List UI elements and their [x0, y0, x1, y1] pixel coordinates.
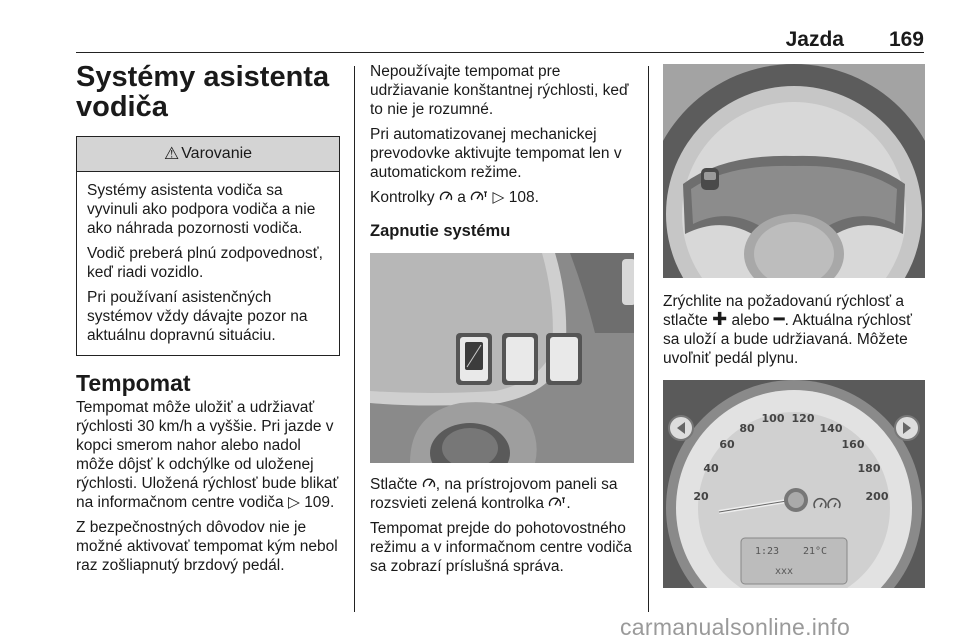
body-paragraph: Pri automatizovanej mechanickej prevodovke aktivujte tempomat len v automatickom režime.	[370, 126, 622, 181]
gauge-label: 140	[819, 422, 843, 435]
warning-header	[77, 137, 339, 172]
column-divider-2	[648, 66, 649, 612]
page-ref-icon: ▷	[287, 493, 300, 511]
gauge-label: 200	[865, 490, 889, 503]
header-rule	[76, 52, 924, 53]
warning-title: Varovanie	[181, 145, 253, 162]
page-ref-icon: ▷	[492, 188, 505, 206]
speedometer-illustration	[663, 380, 925, 588]
gauge-label: 60	[719, 438, 735, 451]
column-1	[76, 62, 340, 581]
section-heading: Tempomat	[76, 370, 191, 396]
steering-wheel-illustration	[663, 64, 925, 278]
warning-triangle-icon: ⚠	[163, 144, 180, 164]
minus-icon: ━	[773, 309, 785, 329]
plus-icon: ✚	[712, 309, 728, 329]
cruise-control-set-icon	[548, 496, 566, 509]
warning-paragraph: Systémy asistenta vodiča sa vyvinuli ako podpora vodiča a nie ako náhrada pozornosti vodiča.	[87, 182, 316, 237]
body-paragraph: Tempomat prejde do pohotovostného režimu a v informačnom centre vodiča sa zobrazí príslušná správa.	[370, 520, 632, 575]
chapter-title: Systémy asistenta vodiča	[76, 61, 330, 123]
body-paragraph: Zrýchlite na požadovanú rýchlosť a stlačte ✚ alebo ━. Aktuálna rýchlosť sa uloží a bude udržiavaná. Môžete uvoľniť pedál plynu.	[663, 293, 912, 367]
gauge-label: 100	[761, 412, 785, 425]
dashboard-switch-illustration	[370, 253, 634, 463]
page-header	[76, 28, 924, 50]
body-paragraph: Stlačte , na prístrojovom paneli sa rozsvieti zelená kontrolka .	[370, 476, 618, 512]
column-divider-1	[354, 66, 355, 612]
gauge-label: 40	[703, 462, 719, 475]
body-paragraph: Nepoužívajte tempomat pre udržiavanie konštantnej rýchlosti, keď to nie je rozumné.	[370, 63, 629, 118]
body-paragraph: Tempomat môže uložiť a udržiavať rýchlosti 30 km/h a vyššie. Pri jazde v kopci smerom nahor alebo nadol môže dôjsť k odchýlke od uloženej rýchlosti. Uložená rýchlosť bude blikať na informačnom centre vodiča ▷ 109.	[76, 399, 339, 511]
subheading: Zapnutie systému	[370, 222, 511, 240]
warning-paragraph: Pri používaní asistenčných systémov vždy dávajte pozor na aktuálnu dopravnú situáciu.	[87, 289, 308, 344]
body-paragraph: Kontrolky a ▷ 108.	[370, 188, 539, 206]
column-3	[663, 62, 925, 588]
gauge-label: 20	[693, 490, 709, 503]
display-odo: xxx	[775, 566, 794, 577]
cruise-control-set-icon	[470, 190, 488, 203]
warning-paragraph: Vodič preberá plnú zodpovednosť, keď riadi vozidlo.	[87, 245, 323, 281]
display-time: 1:23	[755, 546, 780, 557]
gauge-label: 180	[857, 462, 881, 475]
gauge-label: 160	[841, 438, 865, 451]
warning-box	[76, 136, 340, 356]
section-title: Jazda	[785, 28, 844, 51]
column-2	[370, 62, 634, 582]
page-number: 169	[888, 28, 924, 51]
cruise-control-icon	[422, 477, 436, 490]
display-temp: 21°C	[803, 546, 828, 557]
gauge-label: 80	[739, 422, 755, 435]
body-paragraph: Z bezpečnostných dôvodov nie je možné aktivovať tempomat kým nebol raz zošliapnutý brzdový pedál.	[76, 519, 338, 574]
gauge-label: 120	[791, 412, 815, 425]
watermark: carmanualsonline.info	[620, 614, 851, 640]
cruise-control-icon	[439, 190, 453, 203]
